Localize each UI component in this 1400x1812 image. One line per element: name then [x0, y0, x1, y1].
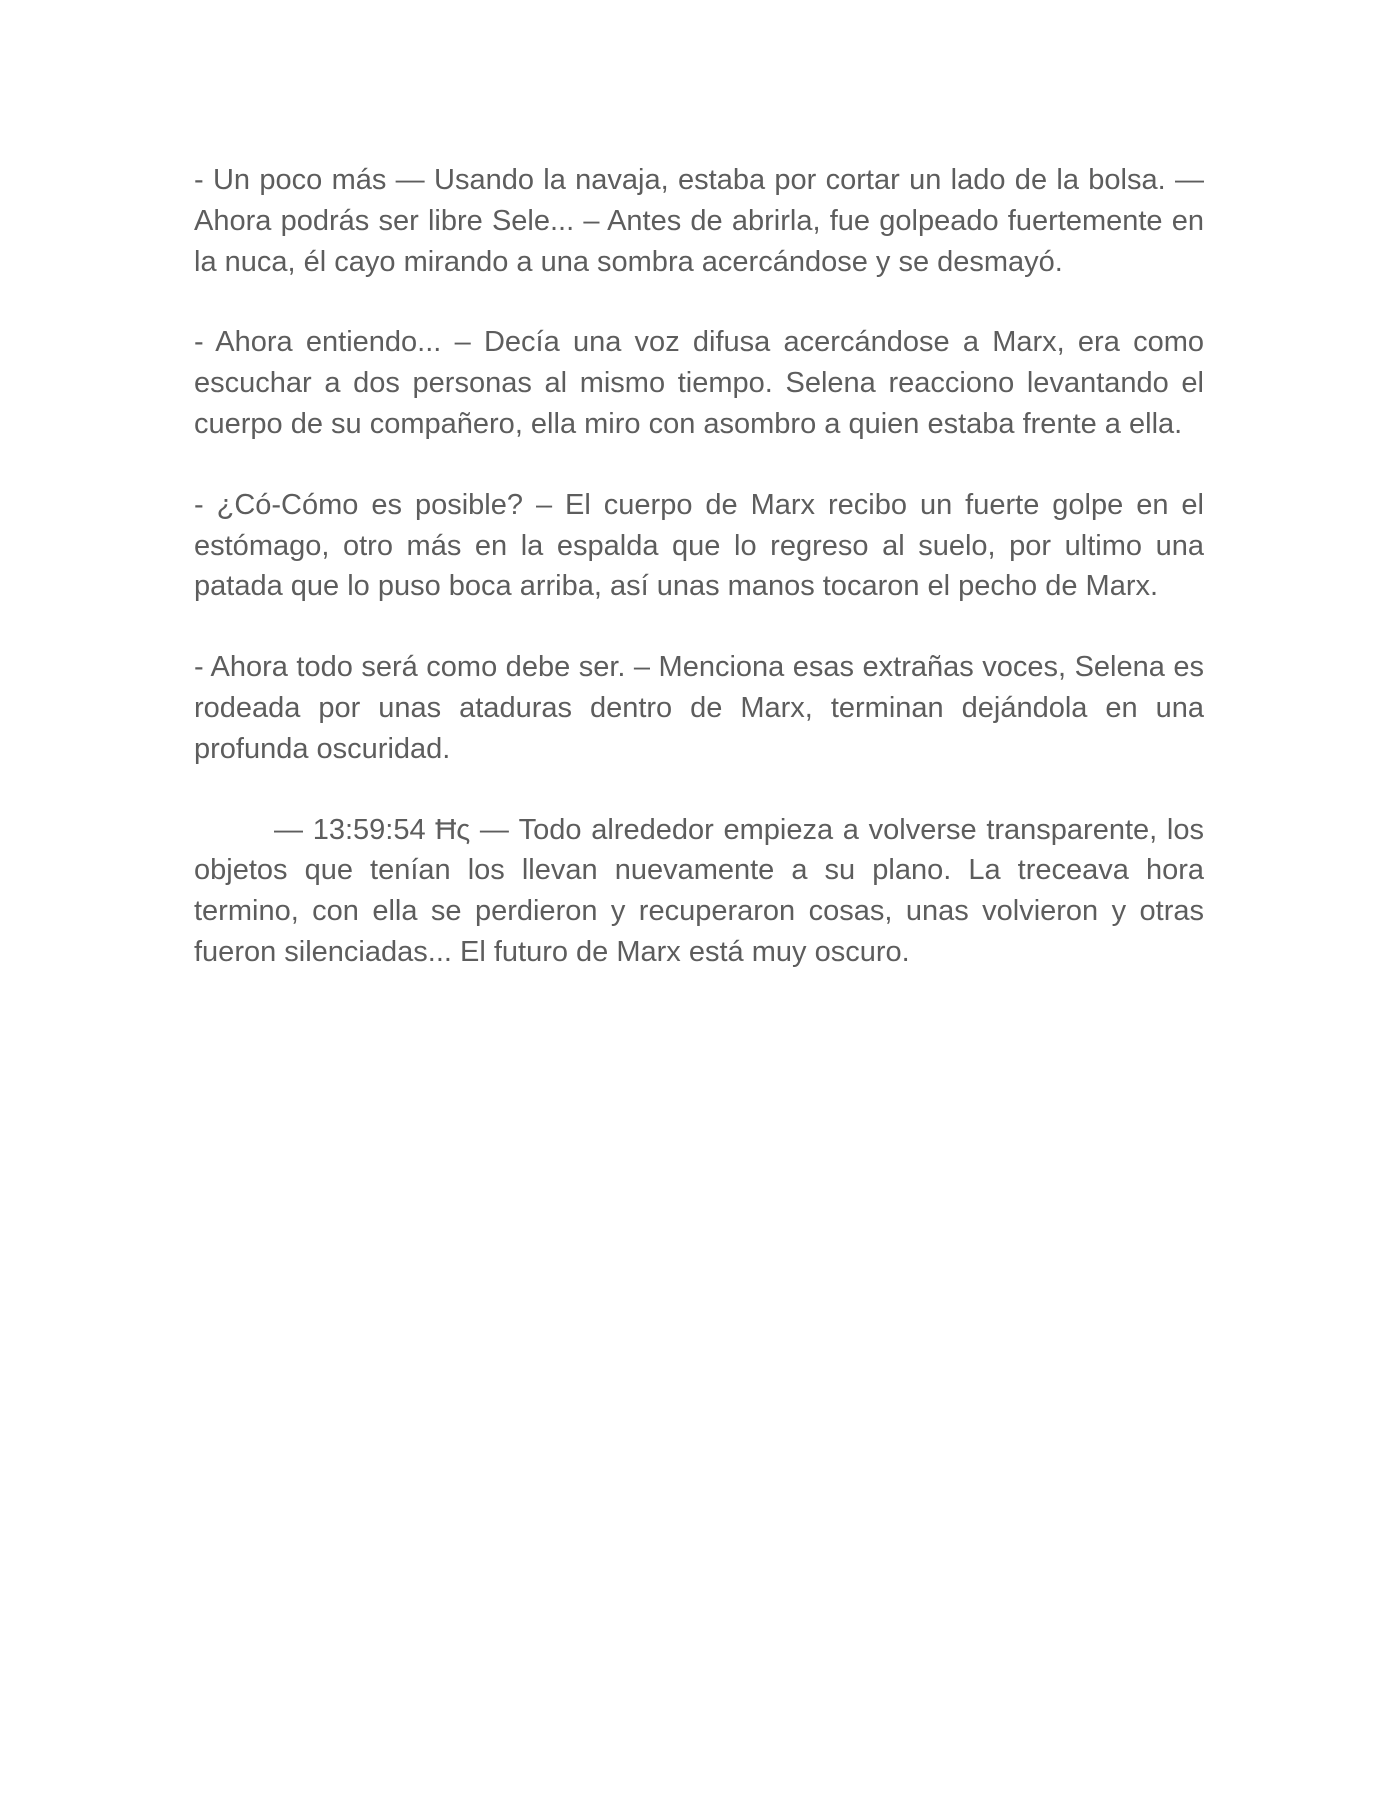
- paragraph-1: - Un poco más — Usando la navaja, estaba por cortar un lado de la bolsa. — Ahora podrás ser libre Sele... – Antes de abrirla, fue golpeado fuertemente en la nuca, él cayo mirando a una sombra acercándose y se desmayó.: [194, 164, 1204, 278]
- paragraph-2: - Ahora entiendo... – Decía una voz difusa acercándose a Marx, era como escuchar a dos personas al mismo tiempo. Selena reacciono levantando el cuerpo de su compañero, ella miro con asombro a quien estaba frente a ella.: [194, 326, 1204, 440]
- paragraph-3: - ¿Có-Cómo es posible? – El cuerpo de Marx recibo un fuerte golpe en el estómago, otro más en la espalda que lo regreso al suelo, por ultimo una patada que lo puso boca arriba, así unas manos tocaron el pecho de Marx.: [194, 488, 1204, 603]
- paragraph-5: — 13:59:54 Ħς — Todo alrededor empieza a volverse transparente, los objetos que tenían los llevan nuevamente a su plano. La treceava hora termino, con ella se perdieron y recuperaron cosas, unas volvieron y otras fueron silenciadas... El futuro de Marx está muy oscuro.: [194, 813, 1204, 968]
- paragraph-4: - Ahora todo será como debe ser. – Menciona esas extrañas voces, Selena es rodeada por unas ataduras dentro de Marx, terminan dejándola en una profunda oscuridad.: [194, 651, 1204, 765]
- document-page: [194, 160, 1204, 1013]
